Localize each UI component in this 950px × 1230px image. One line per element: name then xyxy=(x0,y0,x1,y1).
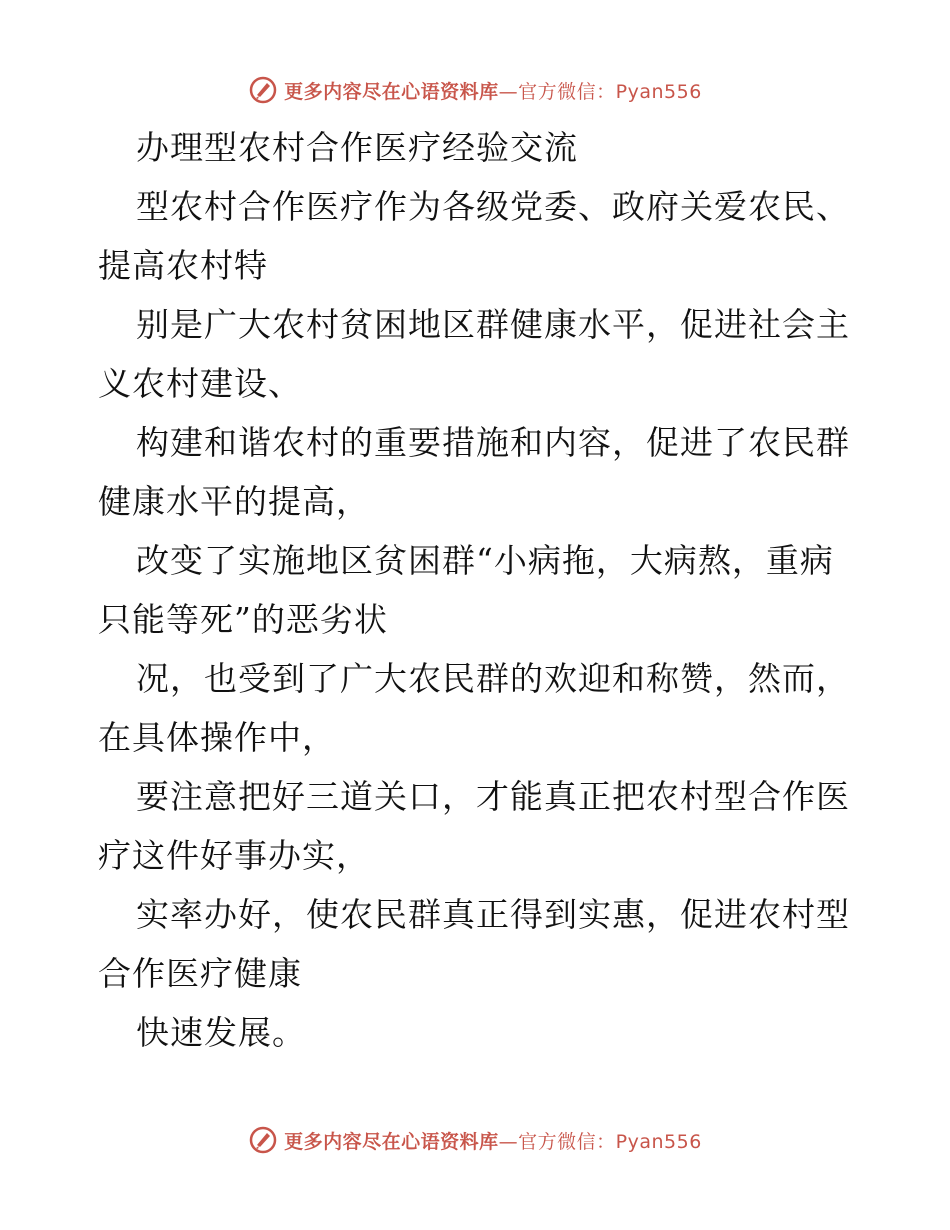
footer-watermark xyxy=(0,1120,950,1160)
document-title: 办理型农村合作医疗经验交流 xyxy=(136,128,578,167)
text-line: 别是广大农村贫困地区群健康水平，促进社会主 xyxy=(136,305,850,344)
text-line: 型农村合作医疗作为各级党委、政府关爱农民、 xyxy=(136,187,850,226)
text-line: 疗这件好事办实， xyxy=(98,836,370,875)
watermark-text: 更多内容尽在心语资料库—官方微信：Pyan556 xyxy=(284,80,702,103)
text-line: 快速发展。 xyxy=(136,1013,306,1052)
text-line: 构建和谐农村的重要措施和内容，促进了农民群 xyxy=(136,423,850,462)
header-watermark xyxy=(0,70,950,110)
document-body xyxy=(98,118,858,1062)
brush-logo-icon xyxy=(248,1125,278,1155)
text-line: 只能等死”的恶劣状 xyxy=(98,600,388,639)
text-line: 况，也受到了广大农民群的欢迎和称赞，然而， xyxy=(136,659,850,698)
text-line: 合作医疗健康 xyxy=(98,954,302,993)
text-line: 要注意把好三道关口，才能真正把农村型合作医 xyxy=(136,777,850,816)
watermark-text: 更多内容尽在心语资料库—官方微信：Pyan556 xyxy=(284,1130,702,1153)
text-line: 在具体操作中， xyxy=(98,718,336,757)
text-line: 实率办好，使农民群真正得到实惠，促进农村型 xyxy=(136,895,850,934)
text-line: 义农村建设、 xyxy=(98,364,302,403)
text-line: 改变了实施地区贫困群“小病拖，大病熬，重病 xyxy=(136,541,834,580)
text-line: 提高农村特 xyxy=(98,246,268,285)
text-line: 健康水平的提高， xyxy=(98,482,370,521)
brush-logo-icon xyxy=(248,75,278,105)
